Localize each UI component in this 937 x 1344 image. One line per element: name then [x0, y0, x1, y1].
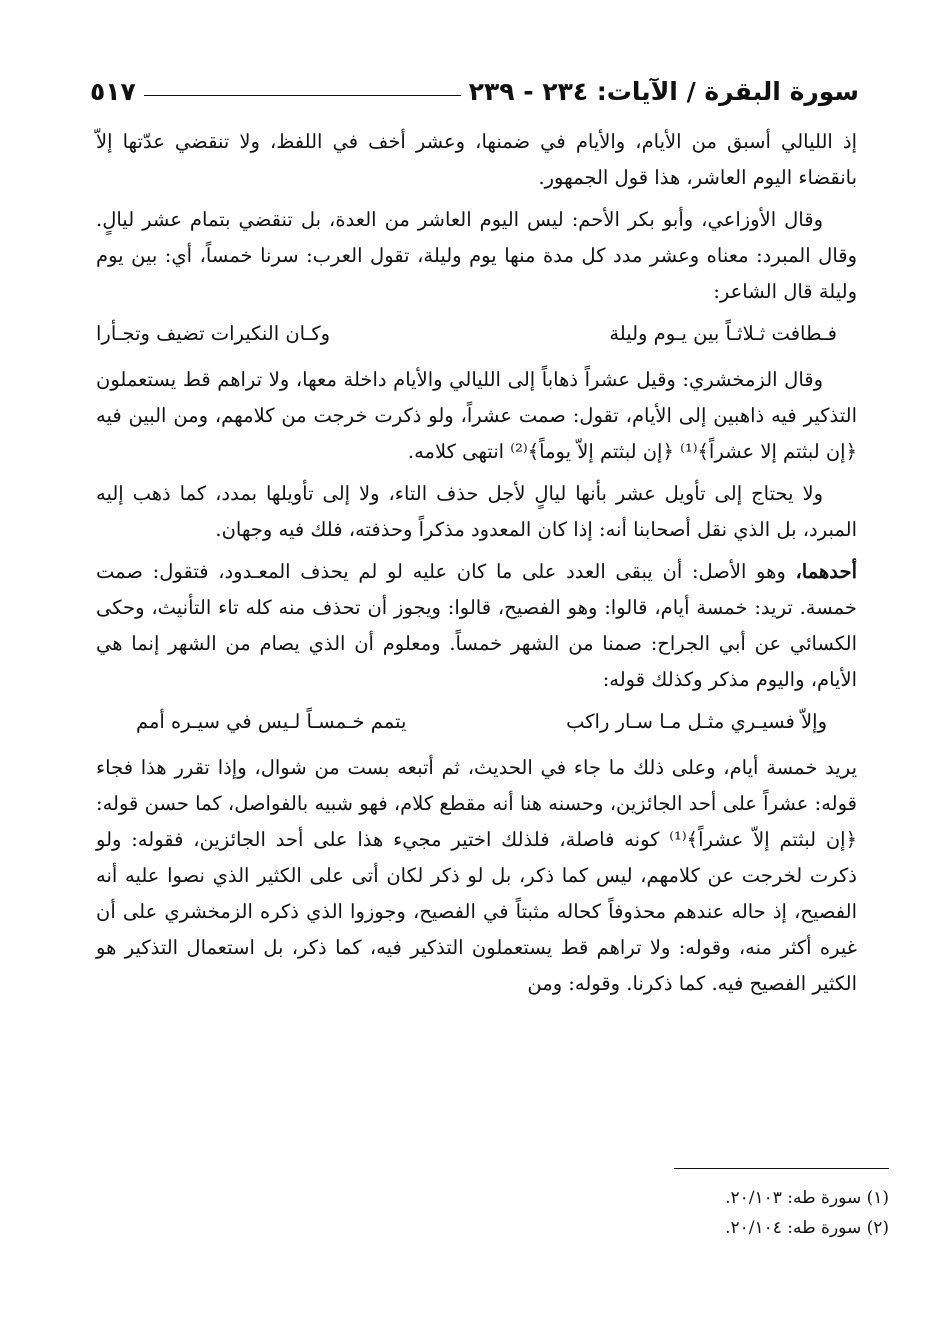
paragraph-5-text: وهو الأصل: أن يبقى العدد على ما كان عليه لو لم يحذف المعـدود، فتقول: صمت خمسة. تريد: خمسة أيام، قالوا: وهو الفصيح، قالوا: ويجوز أن تحذف منه كله تاء التأنيث، وحكى الكسائي عن أبي الجراح: صمنا من الشهر خمساً. ومعلوم أن الذي يصام من الشهر إنما هي الأيام، واليوم مذكر وكذلك قوله: — [96, 560, 857, 691]
footnotes — [49, 1168, 889, 1243]
header-rule — [144, 95, 461, 96]
page-header — [90, 66, 859, 106]
paragraph-1: إذ الليالي أسبق من الأيام، والأيام في ضمنها، وعشر أخف في اللفظ، ولا تنقضي عدّتها إلاّ بانقضاء اليوم العاشر، هذا قول الجمهور. — [96, 130, 857, 189]
paragraph-5-lead: أحدهما، — [795, 560, 857, 583]
footnote-1: (١) سورة طه: ٢٠/١٠٣. — [725, 1188, 889, 1208]
verse-2-first-hemistich: وإلاّ فسيـري مثـل مـا سـار راكب — [566, 710, 827, 733]
verse-2-second-hemistich: يتمم خـمسـاً لـيس في سيـره أمم — [136, 710, 407, 733]
verse-1-first-hemistich: فـطافت ثـلاثـاً بين يـوم وليلة — [609, 322, 837, 345]
paragraph-2: وقال الأوزاعي، وأبو بكر الأحم: ليس اليوم العاشر من العدة، بل تنقضي بتمام عشر ليالٍ. وقال المبرد: معناه وعشر مدد كل مدة منها يوم وليلة، تقول العرب: سرنا خمساً، أي: بين يوم وليلة قال الشاعر: — [96, 208, 857, 303]
running-title: سورة البقرة / الآيات: ٢٣٤ - ٢٣٩ — [468, 77, 859, 106]
verse-1-second-hemistich: وكـان النكيرات تضيف وتجـأرا — [96, 322, 331, 345]
poetry-verse-2 — [96, 704, 857, 740]
paragraph-3: وقال الزمخشري: وقيل عشراً ذهاباً إلى الليالي والأيام داخلة معها، ولا تراهم قط يستعملون التذكير فيه ذاهبين إلى الأيام، تقول: صمت عشراً، ولو ذكرت خرجت من كلامهم، ومن البين فيه ﴿إن لبثتم إلا عشراً﴾⁽¹⁾ ﴿إن لبثتم إلاّ يوماً﴾⁽²⁾ انتهى كلامه. — [96, 368, 857, 463]
paragraph-5 — [96, 554, 857, 698]
footnote-2: (٢) سورة طه: ٢٠/١٠٤. — [725, 1218, 889, 1238]
page-body — [96, 124, 857, 1008]
footnote-rule — [674, 1168, 889, 1169]
paragraph-4: ولا يحتاج إلى تأويل عشر بأنها ليالٍ لأجل حذف التاء، ولا إلى تأويلها بمدد، كما ذهب إليه المبرد، بل الذي نقل أصحابنا أنه: إذا كان المعدود مذكراً وحذفته، فلك فيه وجهان. — [96, 482, 857, 541]
page-number: ٥١٧ — [90, 77, 136, 106]
paragraph-6: يريد خمسة أيام، وعلى ذلك ما جاء في الحديث، ثم أتبعه بست من شوال، وإذا تقرر هذا فجاء قوله: عشراً على أحد الجائزين، وحسنه هنا أنه مقطع كلام، فهو شبيه بالفواصل، كما حسن قوله: ﴿إن لبثتم إلاّ عشراً﴾⁽¹⁾ كونه فاصلة، فلذلك اختير مجيء هذا على أحد الجائزين، فقوله: ولو ذكرت لخرجت عن كلامهم، ليس كما ذكر، بل لو ذكر لكان أتى على الكثير الذي نصوا عليه أنه الفصيح، إذ حاله عندهم محذوفاً كحاله مثبتاً في الفصيح، وجوزوا الذي ذكره الزمخشري على أن غيره أكثر منه، وقوله: ولا تراهم قط يستعملون التذكير فيه، كما ذكر، بل استعمال التذكير هو الكثير الفصيح فيه. كما ذكرنا. وقوله: ومن — [96, 756, 857, 995]
poetry-verse-1 — [96, 316, 857, 352]
